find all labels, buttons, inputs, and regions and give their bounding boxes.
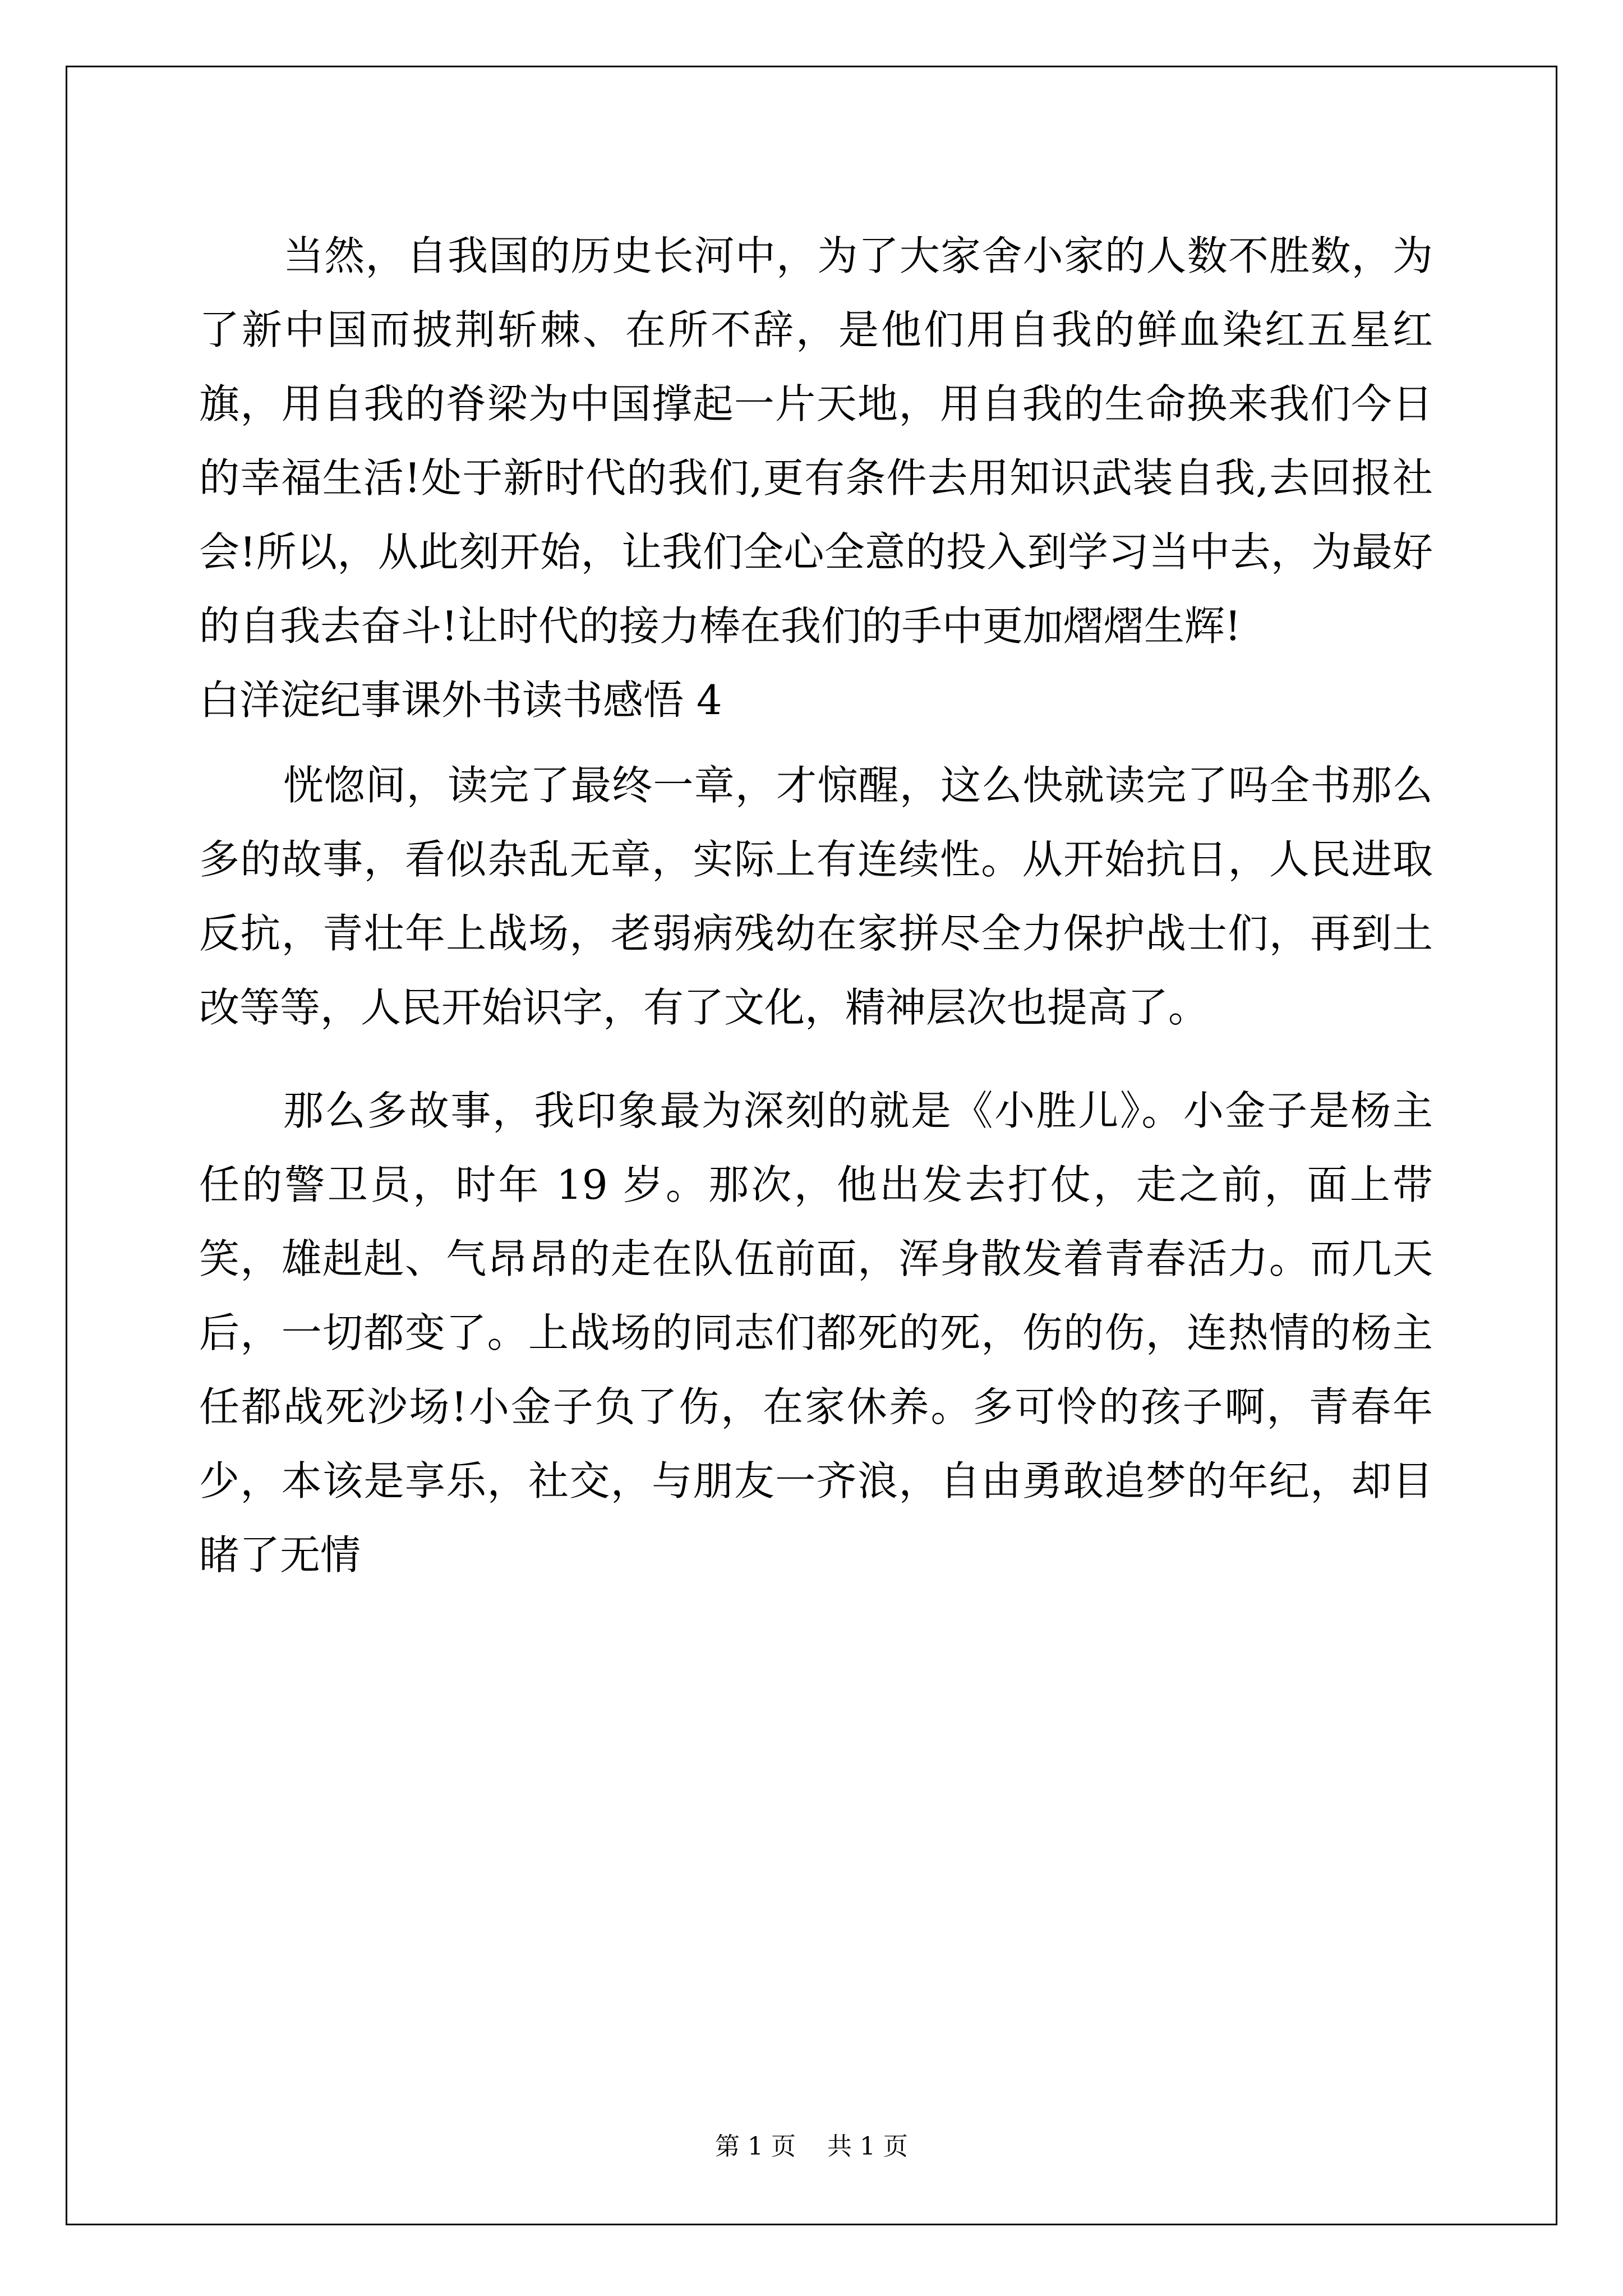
paragraph-1: 当然，自我国的历史长河中，为了大家舍小家的人数不胜数，为了新中国而披荆斩棘、在所不辞，是他们用自我的鲜血染红五星红旗，用自我的脊梁为中国撑起一片天地，用自我的生命换来我们今日的幸福生活!处于新时代的我们,更有条件去用知识武装自我,去回报社会!所以，从此刻开始，让我们全心全意的投入到学习当中去，为最好的自我去奋斗!让时代的接力棒在我们的手中更加熠熠生辉! [199, 232, 1433, 650]
paragraph-3: 那么多故事，我印象最为深刻的就是《小胜儿》。小金子是杨主任的警卫员，时年 19 岁。那次，他出发去打仗，走之前，面上带笑，雄赳赳、气昂昂的走在队伍前面，浑身散发着青春活力。而几天后，一切都变了。上战场的同志们都死的死，伤的伤，连热情的杨主任都战死沙场!小金子负了伤，在家休养。多可怜的孩子啊，青春年少，本该是享乐，社交，与朋友一齐浪，自由勇敢追梦的年纪，却目睹了无情 [199, 1087, 1433, 1579]
page-number-footer: 第 1 页 共 1 页 [715, 2132, 908, 2161]
section-heading: 白洋淀纪事课外书读书感悟 4 [199, 677, 722, 724]
paragraph-2: 恍惚间，读完了最终一章，才惊醒，这么快就读完了吗全书那么多的故事，看似杂乱无章，实际上有连续性。从开始抗日，人民进取反抗，青壮年上战场，老弱病残幼在家拼尽全力保护战士们，再到土改等等，人民开始识字，有了文化，精神层次也提高了。 [199, 762, 1433, 1031]
document-body [199, 219, 1433, 1592]
